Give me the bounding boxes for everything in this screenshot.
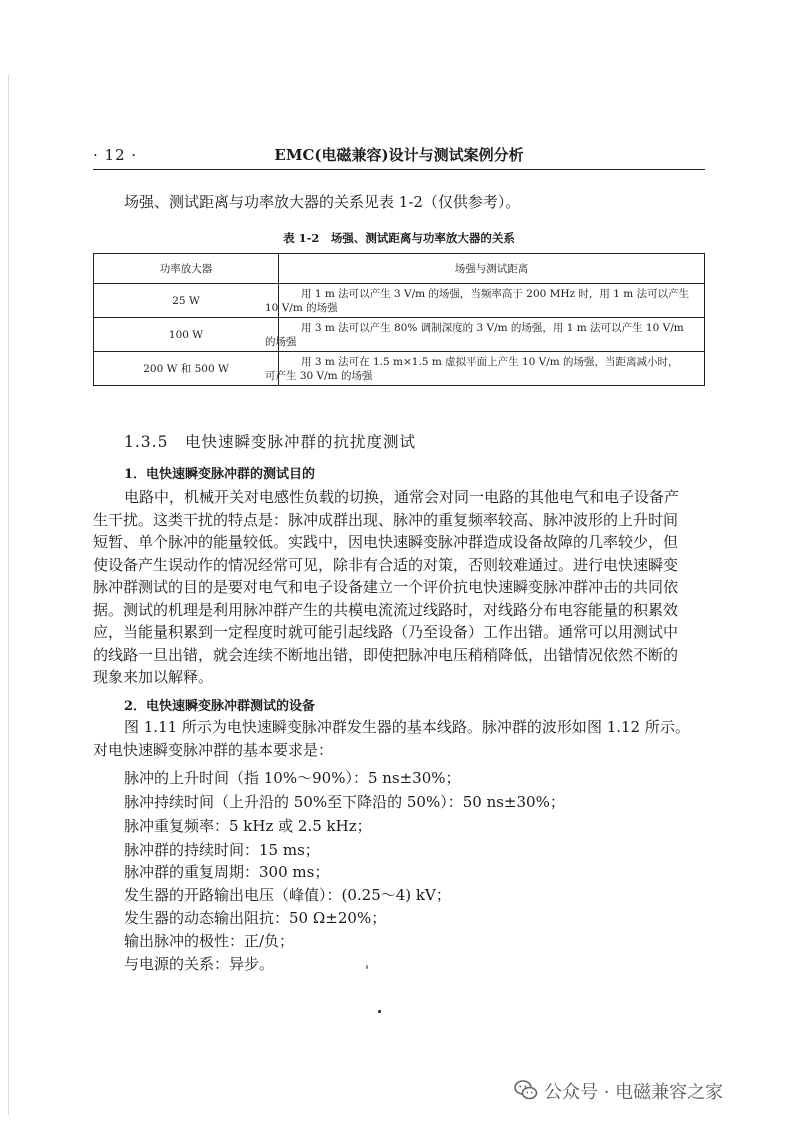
page-number: · 12 · <box>93 146 138 164</box>
print-speck <box>378 1010 381 1013</box>
spec-item: 输出脉冲的极性：正/负； <box>124 932 295 950</box>
text-line: 短暂、单个脉冲的能量较低。实践中，因电快速瞬变脉冲群造成设备故障的几率较少，但 <box>93 533 679 551</box>
table-cell-power: 100 W <box>94 318 279 352</box>
watermark-text: 公众号 · 电磁兼容之家 <box>544 1082 724 1103</box>
table-cell-power: 25 W <box>94 284 279 318</box>
table-cell-desc <box>265 284 705 318</box>
spec-item: 脉冲的上升时间（指 10%～90%）：5 ns±30%； <box>124 769 461 787</box>
intro-text: 场强、测试距离与功率放大器的关系见表 1-2（仅供参考）。 <box>124 193 521 211</box>
table-row <box>94 318 705 352</box>
spec-item: 与电源的关系：异步。 <box>124 955 275 973</box>
table-header-power: 功率放大器 <box>94 254 279 284</box>
power-field-table <box>93 253 705 386</box>
text-line: 据。测试的机理是利用脉冲群产生的共模电流流过线路时，对线路分布电容能量的积累效 <box>93 600 679 619</box>
table-row <box>94 284 705 318</box>
desc-line: 用 3 m 法可以产生 80% 调制深度的 3 V/m 的场强，用 1 m 法可以产生 10 V/m <box>301 321 684 334</box>
text-line: 图 1.11 所示为电快速瞬变脉冲群发生器的基本线路。脉冲群的波形如图 1.12 所示。 <box>124 718 690 736</box>
text-line: 生干扰。这类干扰的特点是：脉冲成群出现、脉冲的重复频率较高、脉冲波形的上升时间 <box>93 510 679 529</box>
spec-item: 脉冲群的持续时间：15 ms； <box>124 841 320 859</box>
page-header <box>93 142 705 168</box>
spec-item: 发生器的动态输出阻抗：50 Ω±20%； <box>124 909 387 927</box>
paragraph-equipment <box>93 716 705 761</box>
header-divider <box>93 169 705 170</box>
section-title: 1.3.5 电快速瞬变脉冲群的抗扰度测试 <box>124 433 416 451</box>
spec-item: 脉冲群的重复周期：300 ms； <box>124 863 330 881</box>
desc-line: 用 1 m 法可以产生 3 V/m 的场强，当频率高于 200 MHz 时，用 1 m 法可以产生 <box>301 287 690 300</box>
spec-item: 脉冲重复频率：5 kHz 或 2.5 kHz； <box>124 817 372 835</box>
table-row <box>94 352 705 386</box>
subsection-title-purpose: 1．电快速瞬变脉冲群的测试目的 <box>124 467 316 482</box>
table-header-field: 场强与测试距离 <box>279 254 705 284</box>
table-cell-desc <box>265 352 705 386</box>
desc-line: 用 3 m 法可在 1.5 m×1.5 m 虚拟平面上产生 10 V/m 的场强，当距离减小时， <box>301 355 679 368</box>
table-cell-desc <box>265 318 705 352</box>
table-caption: 表 1-2 场强、测试距离与功率放大器的关系 <box>283 231 515 245</box>
desc-line: 可产生 30 V/m 的场强 <box>265 369 373 382</box>
book-title: EMC(电磁兼容)设计与测试案例分析 <box>274 146 524 164</box>
desc-line: 的场强 <box>265 335 297 348</box>
spec-item: 发生器的开路输出电压（峰值）：(0.25～4) kV； <box>124 886 451 904</box>
page-edge-line <box>8 75 9 1115</box>
spec-item: 脉冲持续时间（上升沿的 50%至下降沿的 50%）：50 ns±30%； <box>124 793 565 811</box>
table-header-row <box>94 254 705 284</box>
subsection-title-equipment: 2．电快速瞬变脉冲群测试的设备 <box>124 699 316 714</box>
text-line: 使设备产生误动作的情况经常可见，除非有合适的对策，否则较难通过。进行电快速瞬变 <box>93 555 679 574</box>
text-line: 电路中，机械开关对电感性负载的切换，通常会对同一电路的其他电气和电子设备产 <box>124 488 680 506</box>
paragraph-purpose <box>93 486 705 689</box>
text-line: 对电快速瞬变脉冲群的基本要求是： <box>93 740 334 759</box>
text-line: 脉冲群测试的目的是要对电气和电子设备建立一个评价抗电快速瞬变脉冲群冲击的共同依 <box>93 578 679 596</box>
text-line: 现象来加以解释。 <box>93 668 214 686</box>
print-speck <box>366 965 368 969</box>
desc-line: 10 V/m 的场强 <box>265 301 338 314</box>
text-line: 应，当能量积累到一定程度时就可能引起线路（乃至设备）工作出错。通常可以用测试中 <box>93 623 679 641</box>
wechat-icon <box>514 1078 538 1102</box>
text-line: 的线路一旦出错，就会连续不断地出错，即使把脉冲电压稍稍降低，出错情况依然不断的 <box>93 645 679 664</box>
table-cell-power: 200 W 和 500 W <box>94 352 279 386</box>
